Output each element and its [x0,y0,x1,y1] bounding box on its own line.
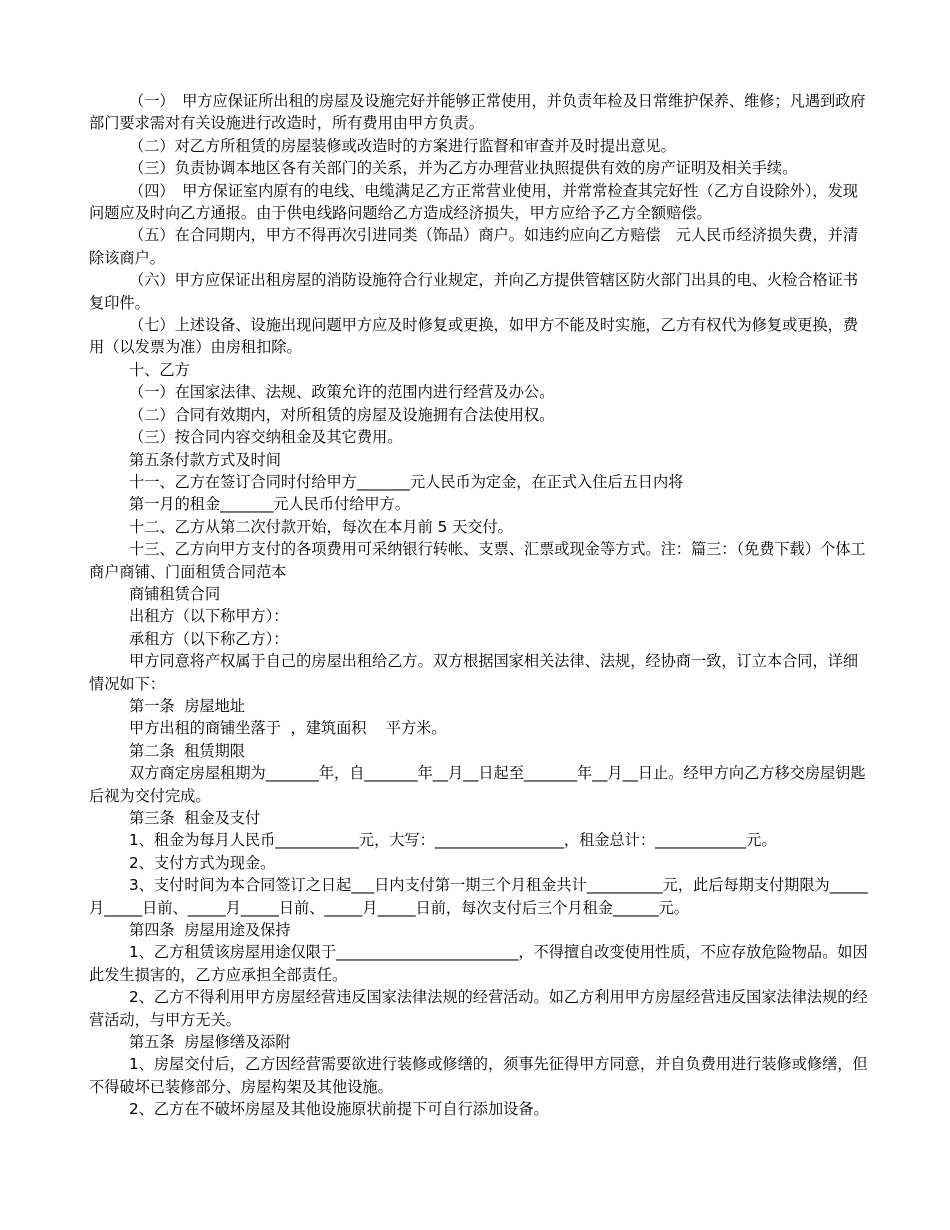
paragraph: （三）负责协调本地区各有关部门的关系，并为乙方办理营业执照提供有效的房产证明及相关手续。 [129,159,798,178]
paragraph: （四） 甲方保证室内原有的电线、电缆满足乙方正常营业使用，并常常检查其完好性（乙方自设除外），发现问题应及时向乙方通报。由于供电线路问题给乙方造成经济损失，甲方应给予乙方全额赔偿。 [89,181,858,223]
paragraph: （一）在国家法律、法规、政策允许的范围内进行经营及办公。 [129,383,555,402]
paragraph: 2、乙方在不破坏房屋及其他设施原状前提下可自行添加设备。 [129,1100,549,1119]
section-heading: 第五条 房屋修缮及添附 [129,1033,291,1052]
paragraph: （七）上述设备、设施出现问题甲方应及时修复或更换，如甲方不能及时实施，乙方有权代为修复或更换，费用（以发票为准）由房租扣除。 [89,316,858,357]
section-heading: 十、乙方 [129,360,190,379]
paragraph: （一） 甲方应保证所出租的房屋及设施完好并能够正常使用，并负责年检及日常维护保养、维修；凡遇到政府部门要求需对有关设施进行改造时，所有费用由甲方负责。 [89,92,866,133]
party-lessee-line: 承租方（以下称乙方）： [129,629,289,648]
section-heading: 第五条付款方式及时间 [129,450,281,469]
paragraph: 2、乙方不得利用甲方房屋经营违反国家法律法规的经营活动。如乙方利用甲方房屋经营违反国家法律法规的经营活动，与甲方无关。 [89,988,868,1029]
paragraph: 3、支付时间为本合同签订之日起___日内支付第一期三个月租金共计__________元，此后每期支付期限为_____月_____日前、_____月_____日前、_____月_____日前，每次支付后三个月租金______元。 [89,876,868,917]
paragraph: 1、房屋交付后，乙方因经营需要欲进行装修或修缮的，须事先征得甲方同意，并自负费用进行装修或修缮，但不得破坏已装修部分、房屋构架及其他设施。 [89,1055,868,1096]
paragraph: （二）合同有效期内，对所租赁的房屋及设施拥有合法使用权。 [129,405,555,424]
party-lessor-line: 出租方（以下称甲方）： [129,607,289,626]
paragraph: 1、租金为每月人民币___________元，大写：_________________，租金总计：____________元。 [129,831,777,850]
paragraph: （二）对乙方所租赁的房屋装修或改造时的方案进行监督和审查并及时提出意见。 [129,136,676,155]
section-heading: 第三条 租金及支付 [129,809,261,827]
paragraph: 双方商定房屋租期为_______年，自_______年__月__日起至_______年__月__日止。经甲方向乙方移交房屋钥匙后视为交付完成。 [89,764,866,805]
section-heading: 第一条 房屋地址 [129,696,245,715]
document-title: 商铺租赁合同 [129,584,221,603]
paragraph: 1、乙方租赁该房屋用途仅限于________________________，不得擅自改变使用性质，不应存放危险物品。如因此发生损害的，乙方应承担全部责任。 [89,943,868,984]
paragraph: 第一月的租金_______元人民币付给甲方。 [129,495,410,514]
section-heading: 第四条 房屋用途及保持 [129,921,291,940]
paragraph: 甲方同意将产权属于自己的房屋出租给乙方。双方根据国家相关法律、法规，经协商一致，订立本合同，详细情况如下： [89,652,858,693]
paragraph: 十二、乙方从第二次付款开始，每次在本月前 5 天交付。 [129,517,513,536]
paragraph: 甲方出租的商铺坐落于 ，建筑面积 平方米。 [129,719,447,738]
section-heading: 第二条 租赁期限 [129,741,245,760]
paragraph: （三）按合同内容交纳租金及其它费用。 [129,428,403,447]
paragraph: 2、支付方式为现金。 [129,853,276,872]
paragraph: 十一、乙方在签订合同时付给甲方_______元人民币为定金，在正式入住后五日内将 [129,472,684,491]
paragraph: 十三、乙方向甲方支付的各项费用可采纳银行转帐、支票、汇票或现金等方式。注：篇三：（免费下载）个体工商户商铺、门面租赁合同范本 [89,540,866,581]
paragraph: （六）甲方应保证出租房屋的消防设施符合行业规定，并向乙方提供管辖区防火部门出具的电、火检合格证书复印件。 [89,271,858,312]
paragraph: （五）在合同期内，甲方不得再次引进同类（饰品）商户。如违约应向乙方赔偿 元人民币经济损失费，并清除该商户。 [89,226,858,267]
